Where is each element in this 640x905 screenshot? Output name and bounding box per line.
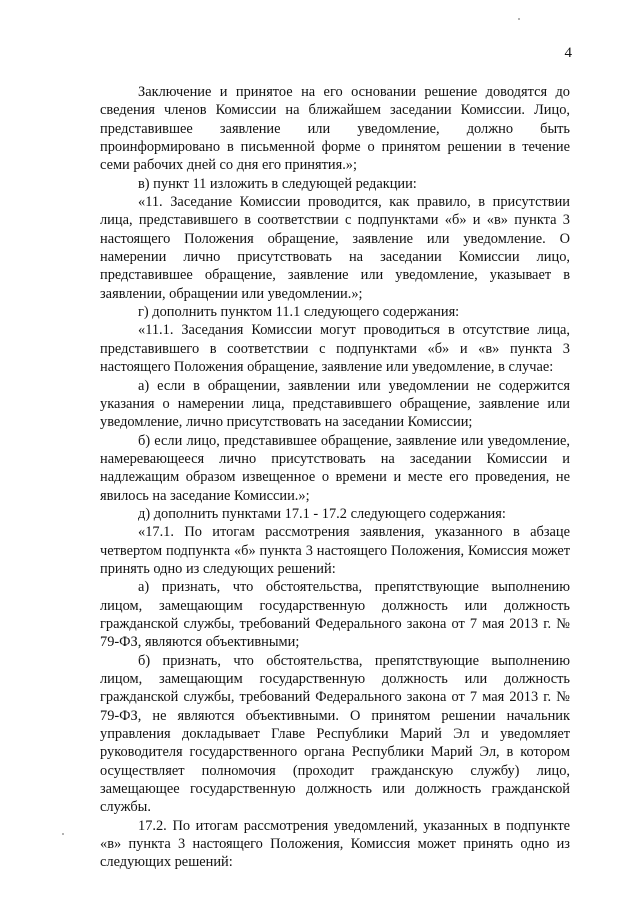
paragraph-subitem-b-1: б) если лицо, представившее обращение, заявление или уведомление, намеревающееся лично присутствовать на заседании Комиссии и надлежащим образом извещенное о времени и месте его проведения, не явилось на заседание Комиссии.»;: [100, 432, 570, 504]
paragraph-item-d: д) дополнить пунктами 17.1 - 17.2 следующего содержания:: [138, 505, 506, 522]
paragraph-conclusion: Заключение и принятое на его основании решение доводятся до сведения членов Комиссии на ближайшем заседании Комиссии. Лицо, представившее заявление или уведомление, должно быть проинформировано в письменной форме о принятом решении в течение семи рабочих дней со дня его принятия.»;: [100, 84, 570, 174]
paragraph-clause-11: «11. Заседание Комиссии проводится, как правило, в присутствии лица, представившего в соответствии с подпунктами «б» и «в» пункта 3 настоящего Положения обращение, заявление или уведомление. О намерении лично присутствовать на заседании Комиссии лицо, представившее обращение, заявление или уведомление, указывает в заявлении, обращении или уведомлении.»;: [100, 194, 570, 302]
paragraph-item-v: в) пункт 11 изложить в следующей редакции:: [138, 175, 417, 192]
paragraph-clause-17-2: 17.2. По итогам рассмотрения уведомлений, указанных в подпункте «в» пункта 3 настоящего Положения, Комиссия может принять одно из следующих решений:: [100, 817, 570, 871]
scan-speck: [62, 833, 64, 835]
paragraph-subitem-b-2: б) признать, что обстоятельства, препятствующие выполнению лицом, замещающим государственную должность или должность гражданской службы, требований Федерального закона от 7 мая 2013 г. № 79-ФЗ, не являются объективными. О принятом решении начальник управления докладывает Главе Республики Марий Эл и уведомляет руководителя государственного органа Республики Марий Эл, в котором осуществляет полномочия (проходит гражданскую службу) лицо, замещающее государственную должность или должность гражданской службы.: [100, 652, 570, 816]
document-body: [100, 83, 570, 872]
paragraph-item-g: г) дополнить пунктом 11.1 следующего содержания:: [138, 304, 460, 321]
paragraph-clause-17-1: «17.1. По итогам рассмотрения заявления, указанного в абзаце четвертом подпункта «б» пункта 3 настоящего Положения, Комиссия может принять одно из следующих решений:: [100, 524, 570, 577]
paragraph-subitem-a-2: а) признать, что обстоятельства, препятствующие выполнению лицом, замещающим государственную должность или должность гражданской службы, требований Федерального закона от 7 мая 2013 г. № 79-ФЗ, являются объективными;: [100, 579, 570, 651]
page-number: 4: [564, 45, 572, 61]
scan-speck: [518, 18, 520, 20]
paragraph-subitem-a-1: а) если в обращении, заявлении или уведомлении не содержится указания о намерении лица, представившего обращение, заявление или уведомление, лично присутствовать на заседании Комиссии;: [100, 377, 570, 431]
paragraph-clause-11-1: «11.1. Заседания Комиссии могут проводиться в отсутствие лица, представившего в соответствии с подпунктами «б» и «в» пункта 3 настоящего Положения обращение, заявление или уведомление, в случае:: [100, 322, 570, 376]
